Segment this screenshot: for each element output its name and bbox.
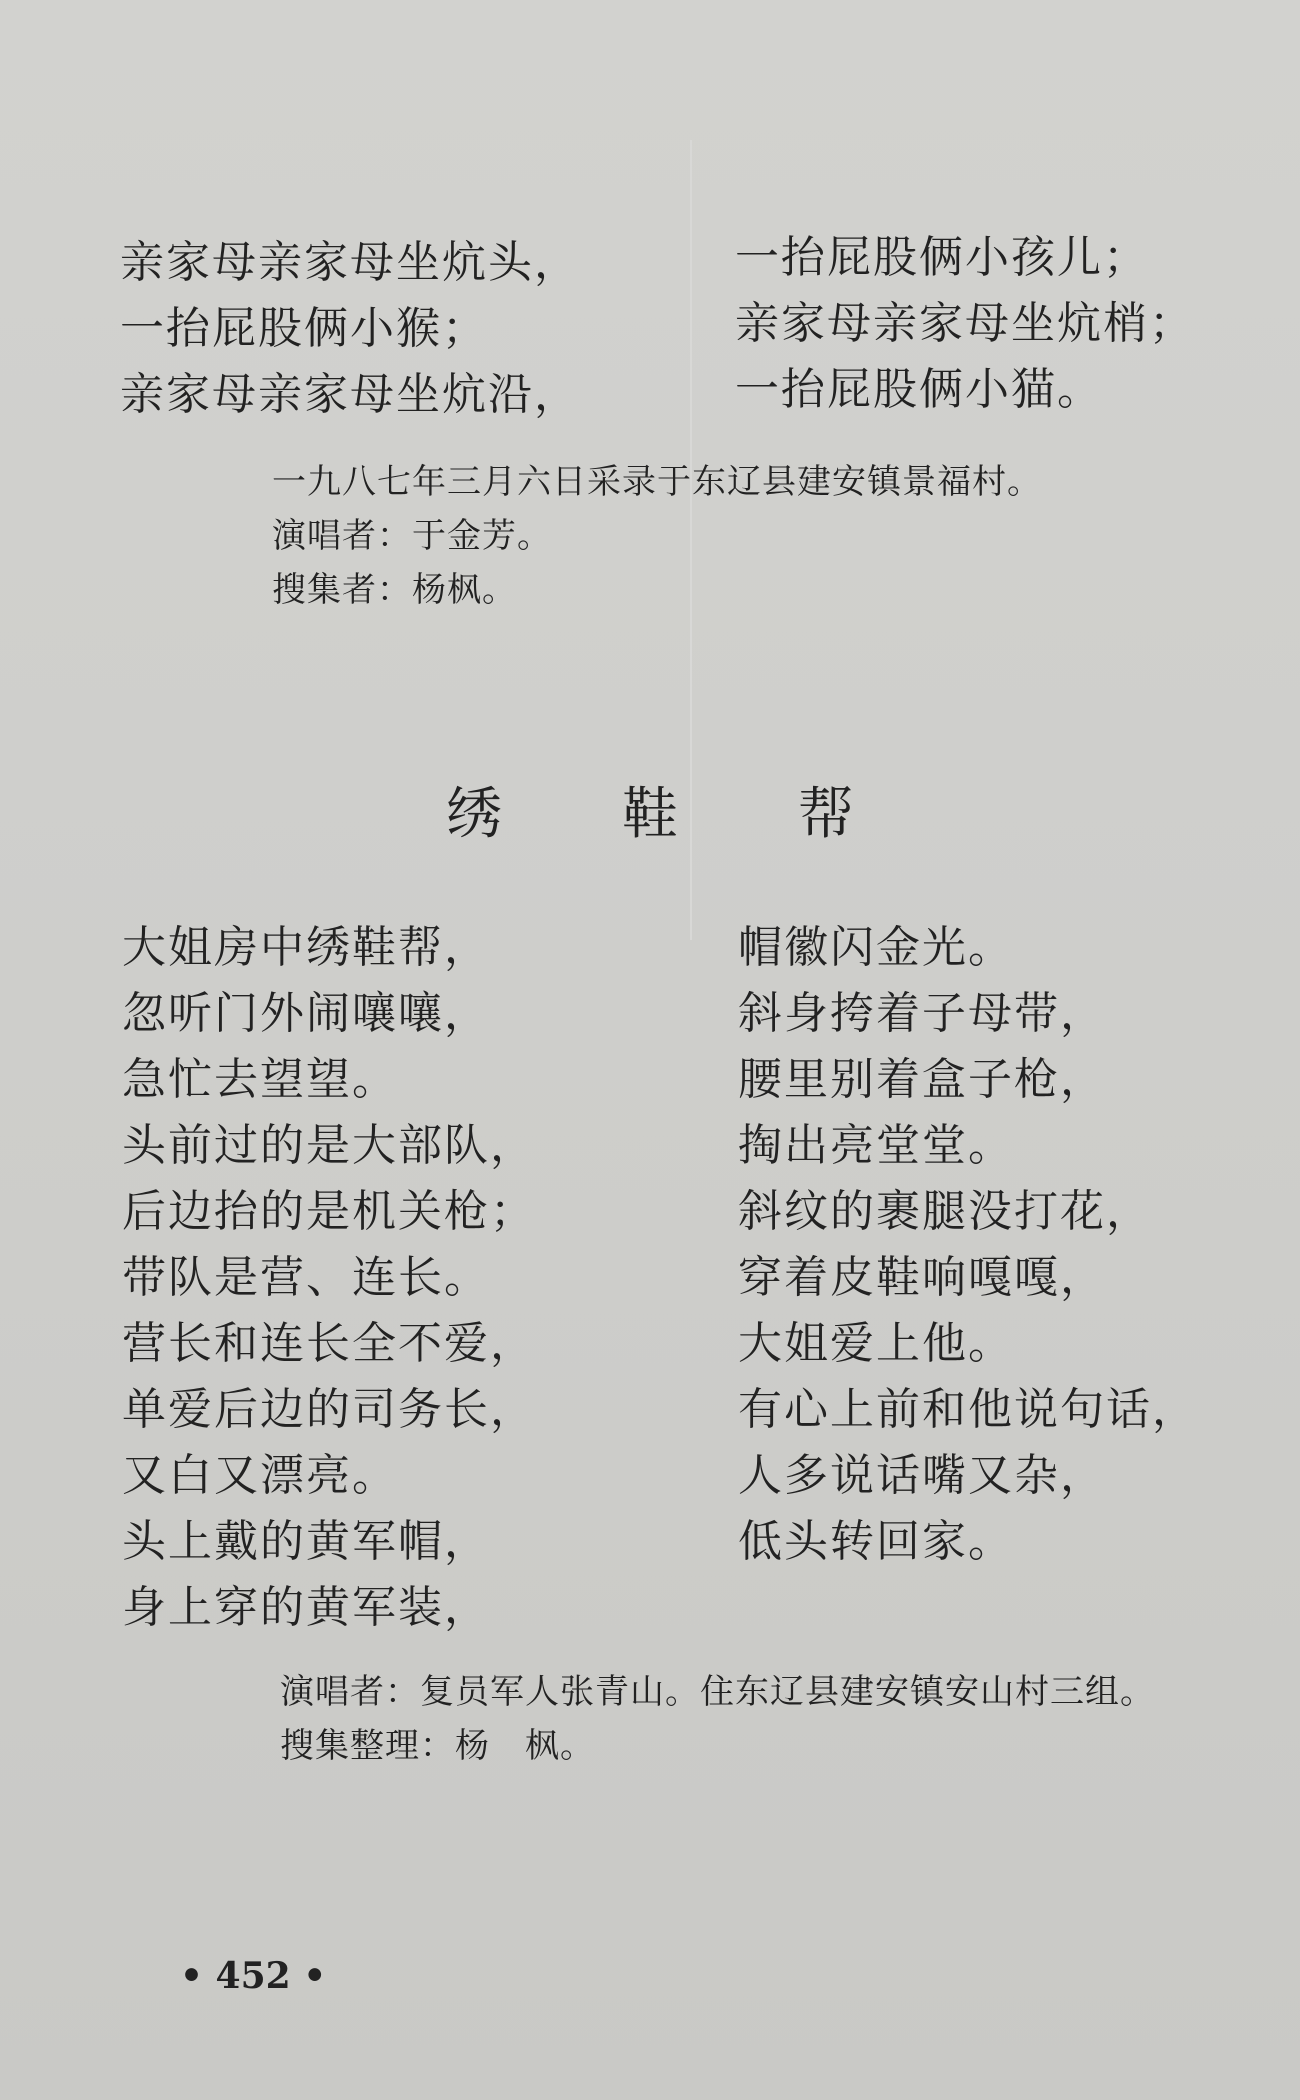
poem1-note-line: 演唱者：于金芳。 bbox=[272, 516, 552, 556]
poem2-right-column bbox=[738, 915, 1198, 1575]
poem1-left-line: 一抬屁股俩小猴； bbox=[120, 303, 488, 354]
poem2-left-line: 大姐房中绣鞋帮， bbox=[122, 922, 490, 973]
poem1-left-line: 亲家母亲家母坐炕沿， bbox=[120, 369, 580, 420]
poem2-left-line: 单爱后边的司务长， bbox=[122, 1384, 536, 1435]
poem2-collection-note bbox=[280, 1665, 1155, 1773]
poem2-left-line: 营长和连长全不爱， bbox=[122, 1318, 536, 1369]
poem2-right-line: 人多说话嘴又杂， bbox=[738, 1450, 1106, 1501]
poem2-left-line: 后边抬的是机关枪； bbox=[122, 1186, 536, 1237]
poem1-collection-note bbox=[272, 455, 1042, 617]
poem2-left-line: 带队是营、连长。 bbox=[122, 1252, 490, 1303]
poem2-left-line: 忽听门外闹嚷嚷， bbox=[122, 988, 490, 1039]
poem2-left-line: 急忙去望望。 bbox=[122, 1054, 398, 1105]
poem2-left-line: 又白又漂亮。 bbox=[122, 1450, 398, 1501]
poem2-left-line: 身上穿的黄军装， bbox=[122, 1582, 490, 1633]
poem2-note-line: 演唱者：复员军人张青山。住东辽县建安镇安山村三组。 bbox=[280, 1672, 1155, 1712]
poem2-right-line: 帽徽闪金光。 bbox=[738, 922, 1014, 973]
poem2-right-line: 腰里别着盒子枪， bbox=[738, 1054, 1106, 1105]
poem2-left-line: 头前过的是大部队， bbox=[122, 1120, 536, 1171]
poem1-note-line: 一九八七年三月六日采录于东辽县建安镇景福村。 bbox=[272, 462, 1042, 502]
poem2-right-line: 低头转回家。 bbox=[738, 1516, 1014, 1567]
poem2-note-line: 搜集整理：杨 枫。 bbox=[280, 1726, 595, 1766]
poem2-right-line: 斜纹的裹腿没打花， bbox=[738, 1186, 1152, 1237]
poem1-left-line: 亲家母亲家母坐炕头， bbox=[120, 237, 580, 288]
poem1-right-line: 一抬屁股俩小猫。 bbox=[735, 364, 1103, 415]
poem2-right-line: 斜身挎着子母带， bbox=[738, 988, 1106, 1039]
poem2-right-line: 穿着皮鞋响嘎嘎， bbox=[738, 1252, 1106, 1303]
poem2-left-column bbox=[122, 915, 536, 1641]
poem2-right-line: 有心上前和他说句话， bbox=[738, 1384, 1198, 1435]
poem1-note-line: 搜集者：杨枫。 bbox=[272, 570, 517, 610]
poem1-right-line: 亲家母亲家母坐炕梢； bbox=[735, 298, 1195, 349]
poem2-title: 绣鞋帮 bbox=[446, 782, 974, 847]
poem2-left-line: 头上戴的黄军帽， bbox=[122, 1516, 490, 1567]
poem2-right-line: 大姐爱上他。 bbox=[738, 1318, 1014, 1369]
poem1-left-column bbox=[120, 230, 580, 428]
poem1-right-column bbox=[735, 225, 1195, 423]
page-number: • 452 • bbox=[180, 1955, 327, 1997]
poem1-right-line: 一抬屁股俩小孩儿； bbox=[735, 232, 1149, 283]
poem2-right-line: 掏出亮堂堂。 bbox=[738, 1120, 1014, 1171]
